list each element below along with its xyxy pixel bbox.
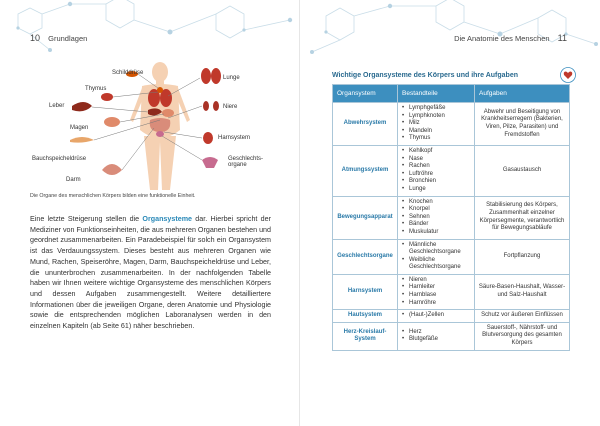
organ-system-name: Herz-Kreislauf-System: [333, 322, 398, 350]
parts-list: [401, 148, 471, 194]
organ-parts-cell: [398, 196, 475, 239]
molecule-pattern-icon: [300, 0, 600, 60]
running-header: [454, 33, 567, 43]
list-item: • (Haut-)Zellen: [409, 312, 471, 320]
page-number: 10: [30, 33, 41, 43]
page-number: 11: [557, 33, 567, 43]
table-row: [333, 322, 570, 350]
label-leber: Leber: [49, 103, 65, 109]
list-item: • Muskulatur: [409, 229, 471, 237]
organ-task: Fortpflanzung: [475, 239, 570, 274]
list-item: • Blutgefäße: [409, 336, 471, 344]
organ-task: Sauerstoff-, Nährstoff- und Blutversorgung des gesamten Körpers: [475, 322, 570, 350]
table-title: Wichtige Organsysteme des Körpers und ihre Aufgaben: [332, 72, 518, 79]
list-item: • Harnblase: [409, 292, 471, 300]
column-header: Aufgaben: [475, 85, 570, 103]
heart-icon: [560, 67, 576, 83]
organ-system-name: Geschlechtsorgane: [333, 239, 398, 274]
table-row: [333, 310, 570, 323]
list-item: • Nase: [409, 156, 471, 164]
label-geschlechtsorgane: Geschlechts- organe: [228, 156, 264, 168]
list-item: • Luftröhre: [409, 171, 471, 179]
list-item: • Lymphknoten: [409, 113, 471, 121]
list-item: • Rachen: [409, 163, 471, 171]
organ-parts-cell: [398, 103, 475, 146]
right-page: [300, 0, 600, 426]
label-darm: Darm: [66, 177, 81, 183]
organ-parts-cell: [398, 274, 475, 309]
column-header: Bestandteile: [398, 85, 475, 103]
table-body: [333, 103, 570, 351]
organ-system-name: Abwehrsystem: [333, 103, 398, 146]
parts-list: [401, 277, 471, 307]
list-item: • Mandeln: [409, 128, 471, 136]
organ-task: Gasaustausch: [475, 145, 570, 196]
list-item: • Herz: [409, 329, 471, 337]
parts-list: [401, 329, 471, 344]
list-item: • Bronchien: [409, 178, 471, 186]
list-item: • Sehnen: [409, 214, 471, 222]
table-row: [333, 145, 570, 196]
label-harnsystem: Harnsystem: [218, 135, 251, 141]
body-text-start: Eine letzte Steigerung stellen die: [30, 215, 143, 223]
list-item: • Nieren: [409, 277, 471, 285]
label-magen: Magen: [70, 125, 89, 131]
running-title: Grundlagen: [48, 34, 88, 43]
list-item: • Männliche Geschlechtsorgane: [409, 242, 471, 257]
table-header-row: [333, 85, 570, 103]
organ-systems-table: [332, 84, 570, 351]
parts-list: [401, 312, 471, 320]
organ-parts-cell: [398, 145, 475, 196]
organ-system-name: Bewegungsapparat: [333, 196, 398, 239]
list-item: • Harnröhre: [409, 300, 471, 308]
table-row: [333, 103, 570, 146]
organ-system-name: Hautsystem: [333, 310, 398, 323]
body-text-rest: dar. Hierbei spricht der Mediziner von Funktionseinheiten, die aus mehreren Organen bestehen und geordnet zusammenarbeiten. Ein Paradebeispiel für solch ein Organsystem ist das Verdauungssystem. Dieses besteht aus mehreren Organen wie Mund, Rachen, Speiseröhre, Magen, Darm, Bauchspeicheldrüse und Leber, die ununterbrochen zusammenarbeiten. In der nachfolgenden Tabelle haben wir Ihnen weitere wichtige Organsysteme des menschlichen Körpers und dessen Aufgaben zusammengestellt. Weitere detailliertere Informationen über die jeweiligen Organe, deren Anatomie und Physiologie sowie die entsprechenden möglichen Laboranalysen werden in den einzelnen Kapiteln (ab Seite 61) näher beschrieben.: [30, 215, 271, 331]
organ-parts-cell: [398, 239, 475, 274]
running-title: Die Anatomie des Menschen: [454, 34, 550, 43]
highlight-organsysteme: Organsysteme: [142, 215, 193, 223]
organ-parts-cell: [398, 310, 475, 323]
list-item: • Kehlkopf: [409, 148, 471, 156]
organ-parts-cell: [398, 322, 475, 350]
organ-system-name: Harnsystem: [333, 274, 398, 309]
table-row: [333, 196, 570, 239]
molecule-pattern-icon: [0, 0, 300, 60]
label-bauchspeicheldruese: Bauchspeicheldrüse: [32, 156, 87, 162]
list-item: • Lunge: [409, 186, 471, 194]
label-schilddruese: Schilddrüse: [112, 70, 144, 76]
table-row: [333, 239, 570, 274]
list-item: • Weibliche Geschlechtsorgane: [409, 257, 471, 272]
organ-task: Abwehr und Beseitigung von Krankheitserregern (Bakterien, Viren, Pilze, Parasiten) und Fremdstoffen: [475, 103, 570, 146]
list-item: • Knochen: [409, 199, 471, 207]
parts-list: [401, 199, 471, 237]
label-lunge: Lunge: [223, 75, 240, 81]
label-thymus: Thymus: [85, 86, 107, 92]
list-item: • Lymphgefäße: [409, 105, 471, 113]
organ-task: Schutz vor äußeren Einflüssen: [475, 310, 570, 323]
list-item: • Bänder: [409, 221, 471, 229]
column-header: Organsystem: [333, 85, 398, 103]
figure-caption: Die Organe des menschlichen Körpers bilden eine funktionelle Einheit.: [30, 193, 196, 199]
label-niere: Niere: [223, 104, 238, 110]
list-item: • Thymus: [409, 135, 471, 143]
list-item: • Knorpel: [409, 206, 471, 214]
body-paragraph: [30, 214, 271, 332]
parts-list: [401, 242, 471, 272]
organ-figure: [30, 60, 270, 192]
table-row: [333, 274, 570, 309]
list-item: • Milz: [409, 120, 471, 128]
running-header: [30, 33, 87, 43]
list-item: • Harnleiter: [409, 284, 471, 292]
organ-system-name: Atmungssystem: [333, 145, 398, 196]
organ-task: Stabilisierung des Körpers, Zusammenhalt einzelner Körpersegmente, verantwortlich für Bewegungsabläufe: [475, 196, 570, 239]
organ-task: Säure-Basen-Haushalt, Wasser- und Salz-Haushalt: [475, 274, 570, 309]
parts-list: [401, 105, 471, 143]
